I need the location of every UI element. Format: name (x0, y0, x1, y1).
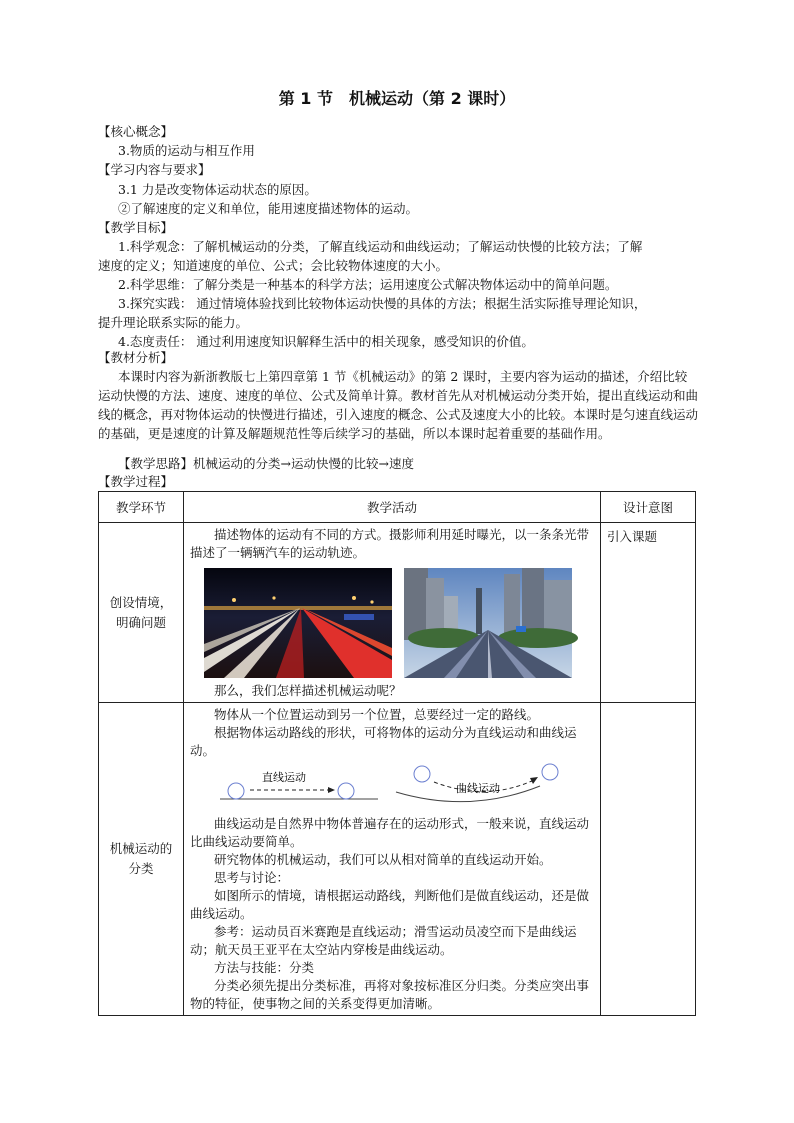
intent-cell (600, 703, 695, 1016)
goals-heading: 【教学目标】 (98, 220, 174, 235)
goal-line: 3.探究实践： 通过情境体验找到比较物体运动快慢的具体的方法；根据生活实际推导理论知识， (118, 296, 647, 311)
activity-cell (183, 703, 600, 1016)
photo-pair (204, 568, 582, 678)
stage-cell (99, 523, 184, 703)
activity-text: 方法与技能：分类 (213, 960, 314, 975)
column-header: 教学活动 (183, 492, 600, 523)
activity-text: 曲线运动是自然界中物体普遍存在的运动形式，一般来说，直线运动比曲线运动要简单。 (189, 816, 589, 849)
approach-heading (98, 454, 718, 473)
stage-label: 创设情境，明确问题 (109, 594, 173, 630)
requirements-heading: 【学习内容与要求】 (98, 162, 211, 177)
table-row (99, 523, 696, 703)
approach-text: 机械运动的分类→运动快慢的比较→速度 (193, 456, 414, 471)
goal-line: 速度的定义；知道速度的单位、公式；会比较物体速度的大小。 (98, 258, 449, 273)
night-traffic-photo (204, 568, 392, 678)
requirement-item: ②了解速度的定义和单位，能用速度描述物体的运动。 (118, 201, 419, 216)
column-header: 设计意图 (600, 492, 695, 523)
straight-motion-label: 直线运动 (261, 771, 306, 784)
activity-text: 根据物体运动路线的形状，可将物体的运动分为直线运动和曲线运动。 (189, 725, 577, 758)
activity-question: 那么，我们怎样描述机械运动呢？ (213, 683, 402, 698)
core-concept-text: 3.物质的运动与相互作用 (118, 143, 255, 158)
process-heading: 【教学过程】 (98, 474, 174, 489)
activity-text: 物体从一个位置运动到另一个位置，总要经过一定的路线。 (213, 707, 539, 722)
goal-line: 4.态度责任： 通过利用速度知识解释生活中的相关现象，感受知识的价值。 (118, 334, 534, 349)
stage-label: 机械运动的分类 (109, 841, 173, 876)
process-table (98, 491, 696, 1016)
column-header: 教学环节 (99, 492, 184, 523)
intent-cell: 引入课题 (600, 523, 695, 703)
approach-label: 【教学思路】 (118, 456, 194, 471)
motion-diagram (190, 762, 594, 808)
activity-text: 描述物体的运动有不同的方式。摄影师利用延时曝光，以一条条光带描述了一辆辆汽车的运动轨迹。 (189, 527, 589, 560)
activity-text: 如图所示的情境，请根据运动路线，判断他们是做直线运动，还是做曲线运动。 (189, 888, 589, 921)
analysis-text: 本课时内容为新浙教版七上第四章第 1 节《机械运动》的第 2 课时，主要内容为运动的描述，介绍比较运动快慢的方法、速度、速度的单位、公式及简单计算。教材首先从对机械运动分类开始，提出直线运动和曲线的概念，再对物体运动的快慢进行描述，引入速度的概念、公式及速度大小的比较。本课时是匀速直线运动的基础，更是速度的计算及解题规范性等后续学习的基础，所以本课时起着重要的基础作用。 (98, 369, 699, 441)
activity-text: 研究物体的机械运动，我们可以从相对简单的直线运动开始。 (213, 852, 552, 867)
goal-line: 2.科学思维：了解分类是一种基本的科学方法；运用速度公式解决物体运动中的简单问题。 (118, 277, 618, 292)
curve-motion-label: 曲线运动 (455, 782, 500, 795)
activity-cell (183, 523, 600, 703)
table-row (99, 703, 696, 1016)
requirement-item: 3.1 力是改变物体运动状态的原因。 (118, 182, 317, 197)
city-road-photo (394, 568, 582, 678)
activity-text: 参考：运动员百米赛跑是直线运动；滑雪运动员凌空而下是曲线运动；航天员王亚平在太空站内穿梭是曲线运动。 (189, 924, 577, 957)
table-header-row (99, 492, 696, 523)
activity-text: 分类必须先提出分类标准，再将对象按标准区分归类。分类应突出事物的特征，使事物之间的关系变得更加清晰。 (189, 978, 589, 1011)
analysis-heading: 【教材分析】 (98, 350, 174, 365)
core-concept-heading: 【核心概念】 (98, 124, 174, 139)
page-title: 第 1 节 机械运动（第 2 课时） (278, 89, 516, 108)
goal-line: 提升理论联系实际的能力。 (98, 315, 249, 330)
goal-line: 1.科学观念：了解机械运动的分类，了解直线运动和曲线运动；了解运动快慢的比较方法；了解 (118, 239, 643, 254)
activity-text: 思考与讨论： (213, 870, 289, 885)
stage-cell (99, 703, 184, 1016)
